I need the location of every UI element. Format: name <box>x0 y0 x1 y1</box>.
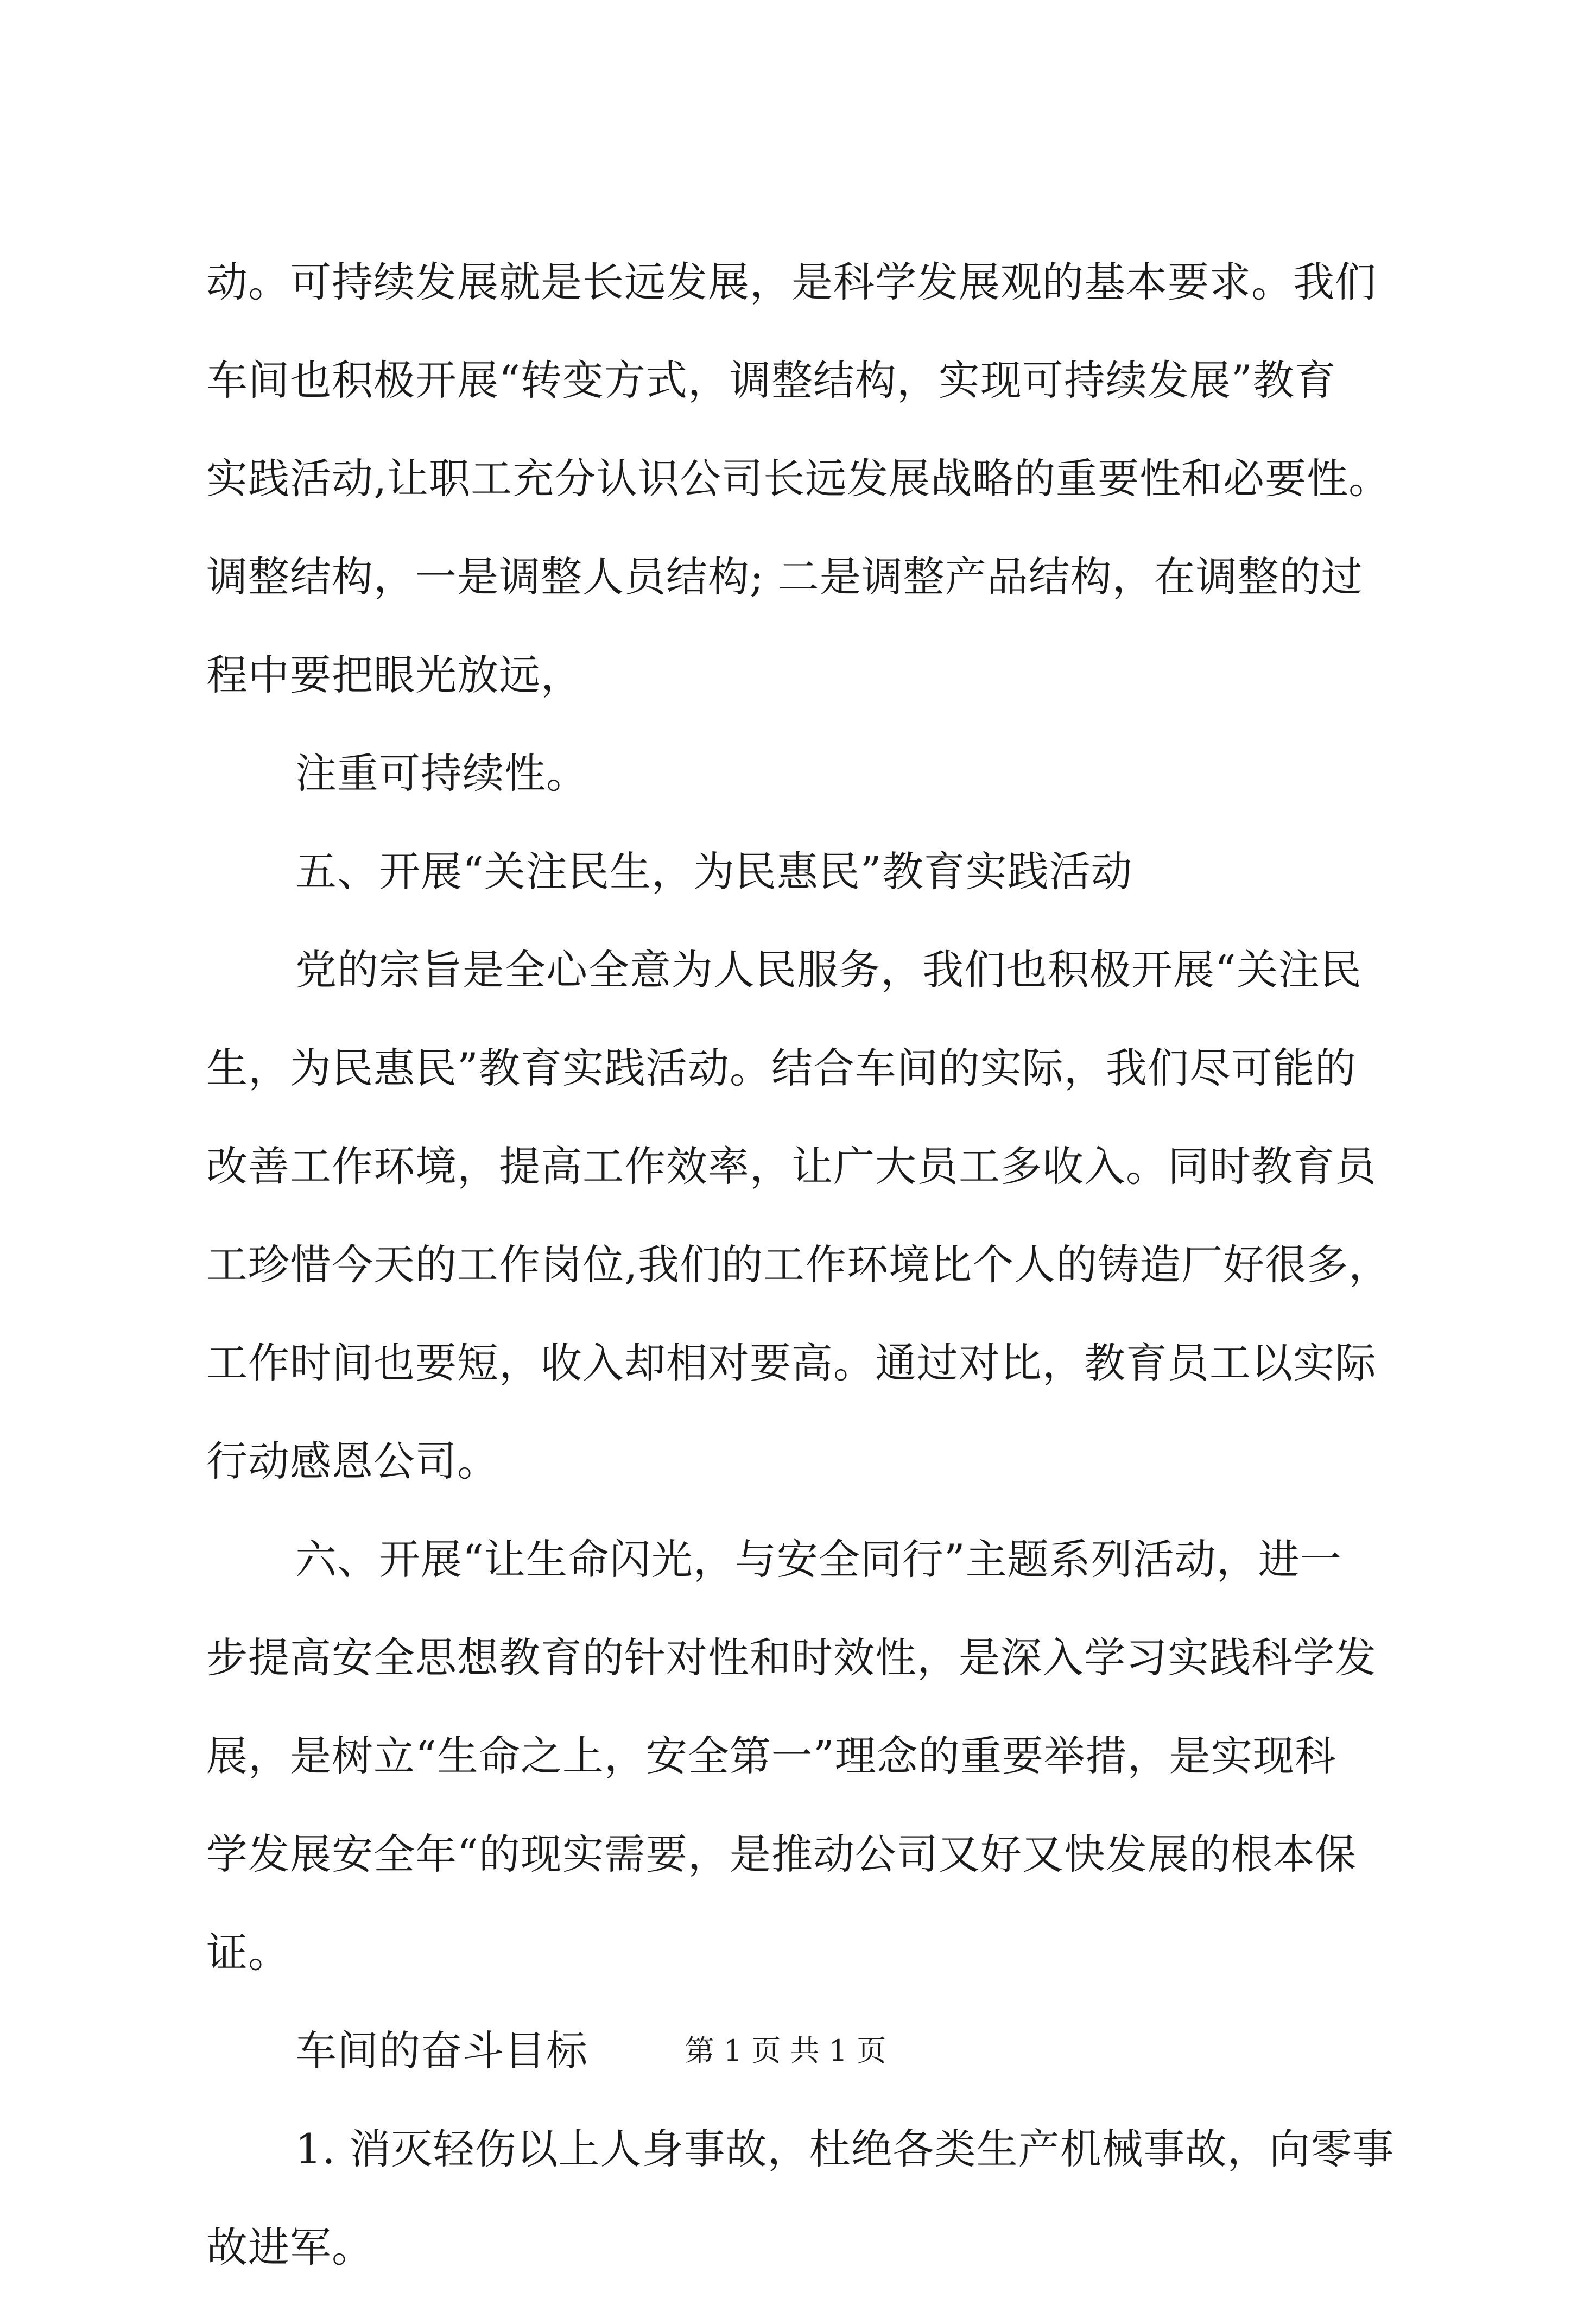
section-heading: 五、开展“关注民生，为民惠民”教育实践活动 <box>295 847 1133 896</box>
page-number-footer: 第 1 页 共 1 页 <box>685 2034 886 2068</box>
section-heading: 六、开展“让生命闪光，与安全同行”主题系列活动，进一 <box>295 1535 1342 1584</box>
text-line: 调整结构，一是调整人员结构; 二是调整产品结构，在调整的过 <box>206 553 1363 601</box>
text-line: 程中要把眼光放远， <box>206 651 582 699</box>
section-heading: 车间的奋斗目标 <box>295 2027 588 2075</box>
text-line: 行动感恩公司。 <box>206 1437 499 1485</box>
list-item: 1. 消灭轻伤以上人身事故，杜绝各类生产机械事故，向零事 <box>295 2125 1395 2173</box>
text-line: 学发展安全年“的现实需要，是推动公司又好又快发展的根本保 <box>206 1830 1357 1878</box>
text-line: 注重可持续性。 <box>295 749 588 797</box>
text-line: 工作时间也要短，收入却相对要高。通过对比，教育员工以实际 <box>206 1339 1377 1387</box>
text-line: 动。可持续发展就是长远发展，是科学发展观的基本要求。我们 <box>206 258 1377 306</box>
text-line: 党的宗旨是全心全意为人民服务，我们也积极开展“关注民 <box>295 946 1362 994</box>
text-line: 证。 <box>206 1928 290 1977</box>
text-line: 实践活动,让职工充分认识公司长远发展战略的重要性和必要性。 <box>206 454 1391 503</box>
text-line: 步提高安全思想教育的针对性和时效性，是深入学习实践科学发 <box>206 1633 1377 1682</box>
text-line: 故进军。 <box>206 2223 373 2271</box>
text-line: 车间也积极开展“转变方式，调整结构，实现可持续发展”教育 <box>206 356 1336 404</box>
text-line: 改善工作环境，提高工作效率，让广大员工多收入。同时教育员 <box>206 1142 1377 1191</box>
text-line: 工珍惜今天的工作岗位,我们的工作环境比个人的铸造厂好很多， <box>206 1240 1391 1289</box>
text-line: 展，是树立“生命之上，安全第一”理念的重要举措，是实现科 <box>206 1732 1336 1780</box>
text-line: 生，为民惠民”教育实践活动。结合车间的实际，我们尽可能的 <box>206 1044 1357 1092</box>
document-body <box>206 258 1422 2324</box>
